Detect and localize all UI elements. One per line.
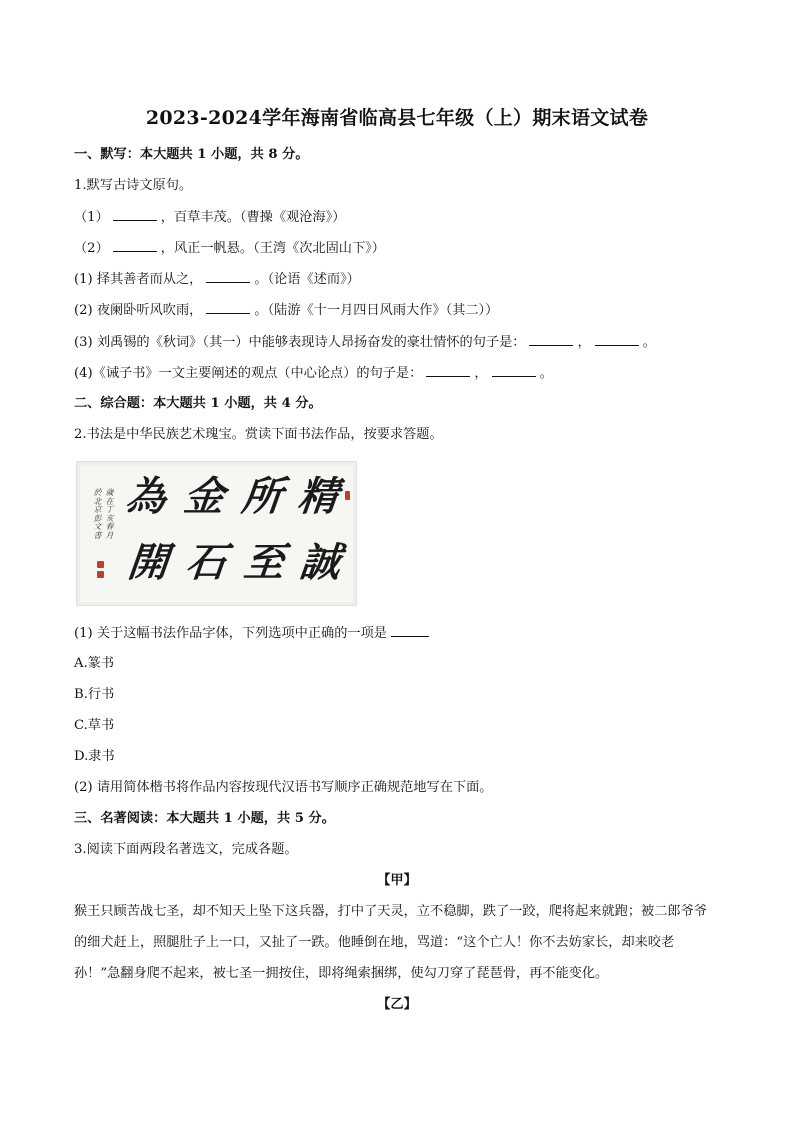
answer-blank[interactable] [426, 364, 470, 377]
answer-blank[interactable] [529, 333, 573, 346]
question-2-2: (2) 请用简体楷书将作品内容按现代汉语书写顺序正确规范地写在下面。 [74, 780, 493, 795]
item-separator: ， [474, 366, 488, 381]
signature-column: 於北京彭文書 [93, 488, 102, 540]
calligraphy-char: 所 [239, 473, 285, 520]
item-end: 。 [642, 335, 656, 350]
option-d[interactable]: D.隶书 [74, 749, 115, 764]
q1-item-f [74, 364, 553, 383]
item-prefix: (1) 择其善者而从之， [74, 272, 203, 287]
section-2-heading: 二、综合题：本大题共 1 小题，共 4 分。 [74, 396, 322, 411]
calligraphy-char: 開 [125, 539, 171, 586]
answer-blank[interactable] [595, 333, 639, 346]
answer-blank[interactable] [113, 239, 157, 252]
signature-column: 歲在丁亥春月 [105, 488, 114, 540]
q1-item-b [74, 239, 385, 258]
q1-item-e [74, 333, 656, 352]
answer-blank[interactable] [391, 624, 429, 637]
calligraphy-char: 至 [241, 539, 287, 586]
top-seal-icon [345, 491, 350, 500]
seal-icon [97, 571, 104, 578]
passage-jia-text: 猴王只顾苦战七圣，却不知天上坠下这兵器，打中了天灵，立不稳脚，跌了一跤，爬将起来就跑；被二郎爷爷的细犬赶上，照腿肚子上一口，又扯了一跌。他睡倒在地，骂道：“这个亡人！你不去妨家长，却来咬老孙！”急翻身爬不起来，被七圣一拥按住，即将绳索捆绑，使勾刀穿了琵琶骨，再不能变化。 [74, 904, 707, 981]
item-end: 。 [539, 366, 553, 381]
answer-blank[interactable] [206, 301, 250, 314]
question-2-stem: 2.书法是中华民族艺术瑰宝。赏读下面书法作品，按要求答题。 [74, 427, 443, 442]
page-title: 2023-2024学年海南省临高县七年级（上）期末语文试卷 [145, 107, 649, 129]
answer-blank[interactable] [492, 364, 536, 377]
q1-item-d [74, 301, 498, 320]
item-text: (4)《诫子书》一文主要阐述的观点（中心论点）的句子是： [74, 366, 423, 381]
calligraphy-char: 石 [183, 539, 229, 586]
section-3-heading: 三、名著阅读：本大题共 1 小题，共 5 分。 [74, 811, 335, 826]
question-text: (1) 关于这幅书法作品字体，下列选项中正确的一项是 [74, 626, 387, 641]
calligraphy-paper [80, 465, 353, 602]
calligraphy-char: 誠 [297, 539, 343, 586]
option-a[interactable]: A.篆书 [74, 656, 115, 671]
q1-item-a [74, 208, 345, 227]
item-suffix: 。（论语《述而》） [254, 272, 360, 287]
question-3-stem: 3.阅读下面两段名著选文，完成各题。 [74, 842, 298, 857]
q1-item-c [74, 270, 360, 289]
item-suffix: ，风正一帆悬。（王湾《次北固山下》） [160, 241, 385, 256]
question-1-stem: 1.默写古诗文原句。 [74, 178, 193, 193]
passage-yi-label: 【乙】 [377, 997, 417, 1012]
answer-blank[interactable] [206, 270, 250, 283]
option-b[interactable]: B.行书 [74, 687, 115, 702]
passage-jia-label: 【甲】 [377, 873, 417, 888]
calligraphy-image [76, 461, 357, 606]
calligraphy-char: 金 [181, 473, 227, 520]
option-c[interactable]: C.草书 [74, 718, 115, 733]
seal-icon [97, 561, 104, 568]
answer-blank[interactable] [113, 208, 157, 221]
item-prefix: （2） [74, 241, 109, 256]
item-suffix: ，百草丰茂。（曹操《观沧海》） [160, 210, 346, 225]
item-text: (3) 刘禹锡的《秋词》（其一）中能够表现诗人昂扬奋发的豪壮情怀的句子是： [74, 335, 526, 350]
item-prefix: (2) 夜阑卧听风吹雨， [74, 303, 203, 318]
item-separator: ， [577, 335, 591, 350]
item-suffix: 。（陆游《十一月四日风雨大作》（其二）） [254, 303, 499, 318]
section-1-heading: 一、默写：本大题共 1 小题，共 8 分。 [74, 147, 309, 162]
calligraphy-char: 精 [295, 473, 341, 520]
question-2-1 [74, 624, 433, 643]
item-prefix: （1） [74, 210, 109, 225]
calligraphy-char: 為 [123, 473, 169, 520]
